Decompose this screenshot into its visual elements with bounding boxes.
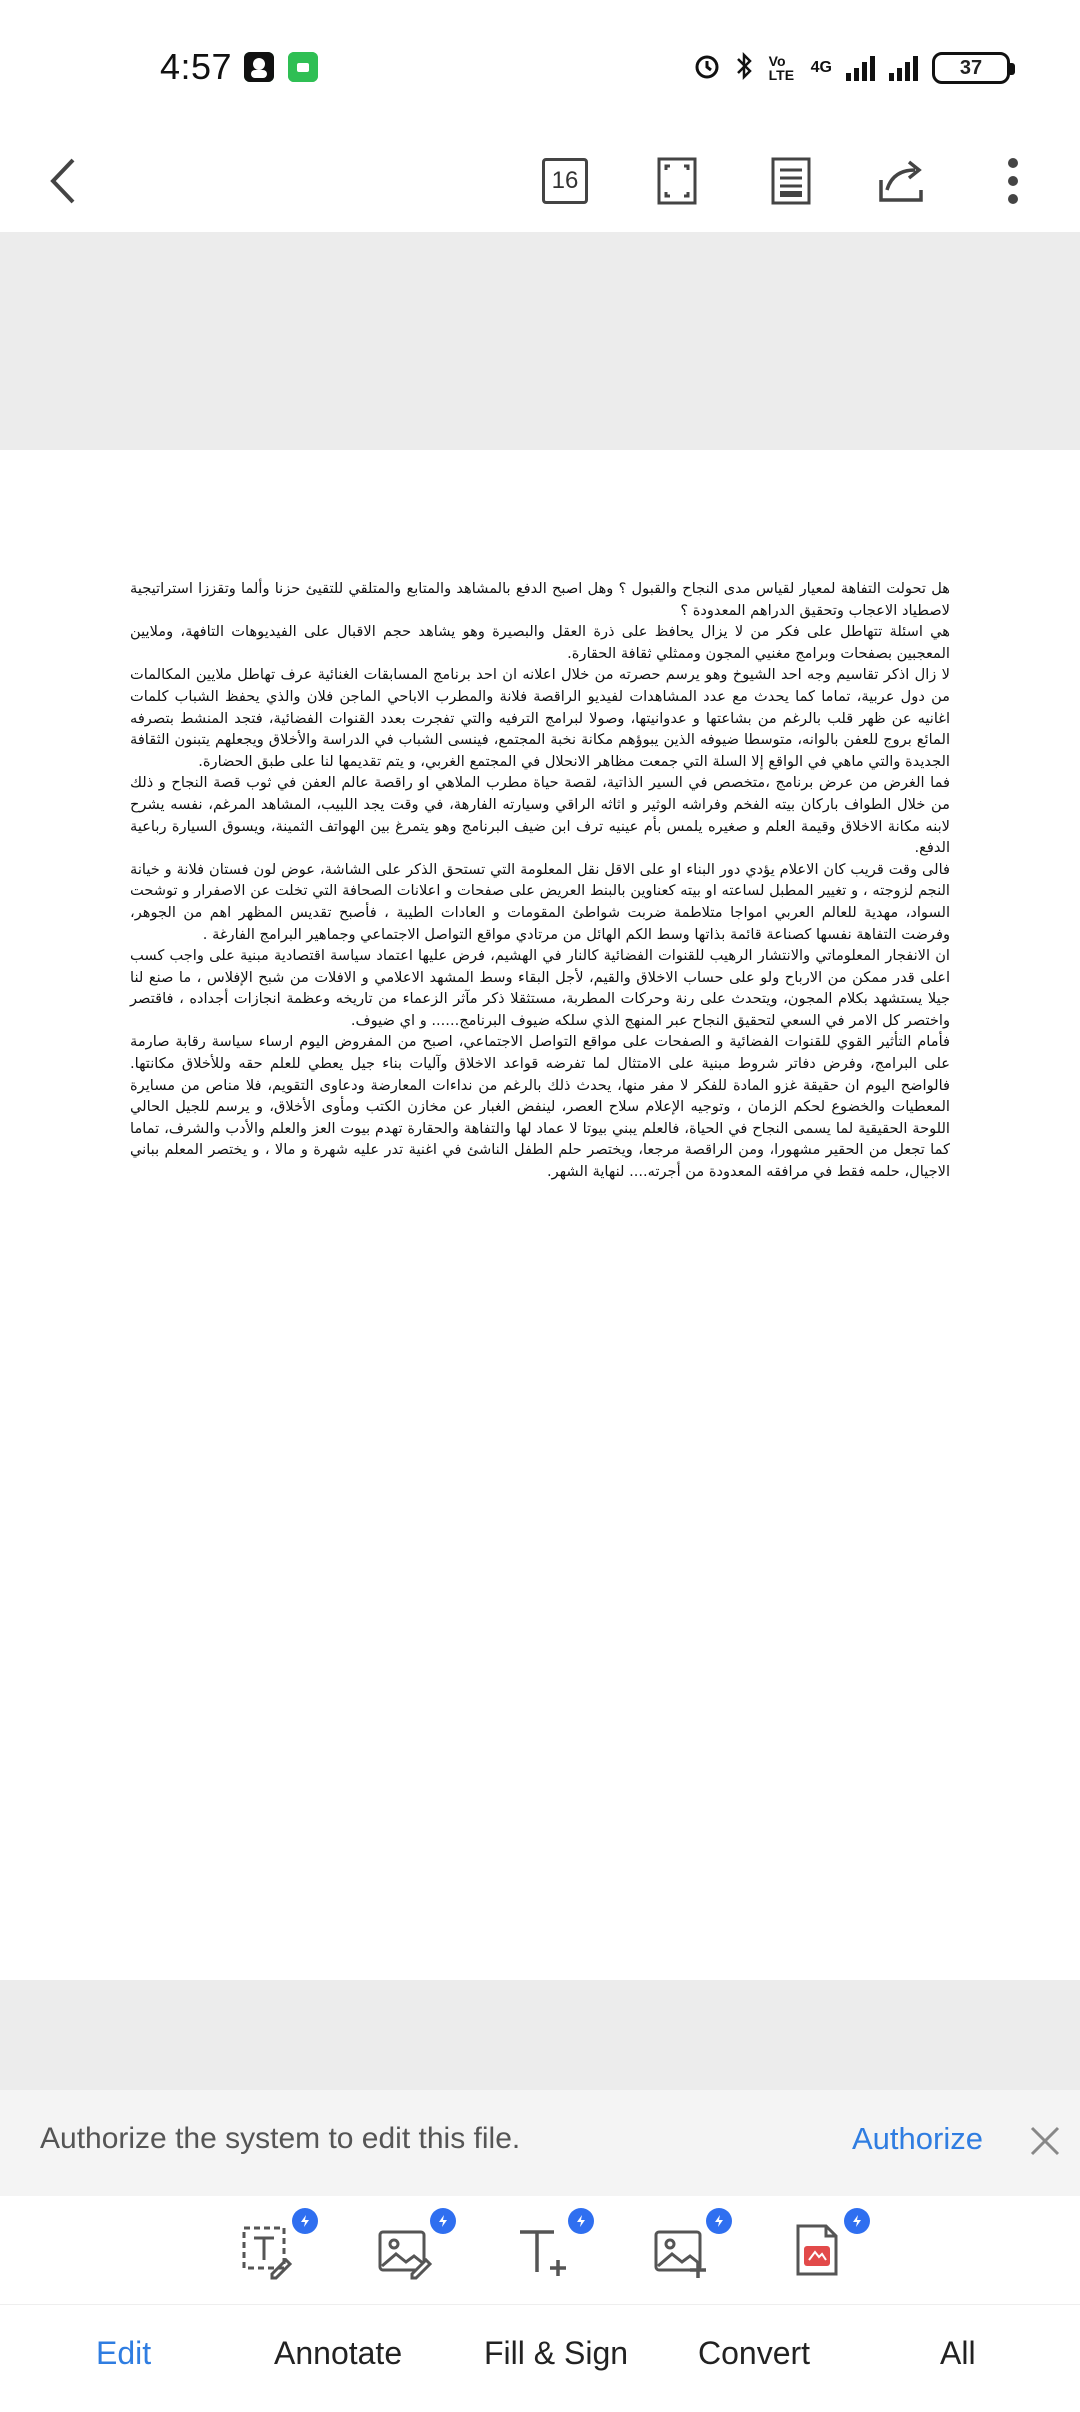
add-text-button[interactable] [508,2216,578,2286]
bluetooth-icon [735,51,755,86]
authorize-message: Authorize the system to edit this file. [40,2122,521,2155]
tab-annotate[interactable]: Annotate [274,2335,403,2371]
document-background [0,1980,1080,2090]
back-button[interactable] [26,142,104,220]
document-paragraph: فأمام التأثير القوي للقنوات الفضائية و الصفحات على مواقع التواصل الاجتماعي، اصبح من المفروض اليوم ارساء سياسة رقابة صارمة على البرامج، وفرض دفاتر شروط مبنية على الامتثال لما تفرضه قواعد الاخلاق وآليات بناء جيل يعطي للعلم حقه وللأخلاق مكانتها. فالواضح اليوم ان حقيقة غزو المادة للفكر لا مفر منها، يحدث ذلك بالرغم من نداءات المعارضة ودعاوى التقويم، فلا مناص من مسايرة المعطيات والخضوع لحكم الزمان ، وتوجيه الإعلام سلاح العصر، لينفض الغبار عن مخازن الكتب ومأوى الأخلاق، و يرسم للجيل الحالي اللوحة الحقيقية لما يسمى النجاح في الحياة، فالعلم يبني بيوتا لا عماد لها والتفاهة والحقارة تهدم بيوت العز والعلم والأدب والشرف، تماما كما تجعل من الحقير مشهورا، ومن الراقصة مرجعا، ويختصر حلم الطفل الناشئ في اغنية تدر عليه شهرة و مالا ، و يختصر المعلم بباني الاجيال، حلمه فقط في مرافقه المعدودة من أجرته.... لنهاية الشهر. [130,1033,950,1181]
top-toolbar [0,130,1080,232]
fullscreen-icon [656,156,698,206]
authorize-bar [0,2090,1080,2196]
profile-icon [244,52,274,82]
document-page[interactable] [0,450,1080,1980]
battery-icon [932,52,1010,84]
status-icons [693,50,1010,86]
document-paragraph: هي اسئلة تتهاطل على فكر من لا يزال يحافظ على ذرة العقل والبصيرة وهو يشاهد حجم الاقبال على الفيديوهات التافهة، وملايين المعجبين بصفحات وبرامج مغنيي المجون وممثلي ثقافة الحقارة. [130,623,950,662]
page-view-button[interactable] [752,142,830,220]
close-button[interactable] [1026,2122,1064,2160]
volte-icon: Vo LTE [768,53,795,83]
edit-image-icon [370,2216,440,2286]
page-view-icon [770,156,812,206]
back-icon [45,156,85,206]
premium-badge-icon [706,2208,732,2234]
alarm-icon [693,52,721,85]
more-icon [1006,156,1020,206]
authorize-button[interactable]: Authorize [852,2121,983,2156]
tab-fill-sign[interactable]: Fill & Sign [484,2335,629,2371]
status-bar [0,0,1080,130]
app-icon [288,52,318,82]
share-icon [875,156,927,206]
page-number-icon: 16 [542,158,588,204]
add-image-button[interactable] [646,2216,716,2286]
premium-badge-icon [568,2208,594,2234]
edit-tools [0,2196,1080,2304]
document-text [130,578,950,1183]
network-type: 4G [810,59,832,76]
edit-text-button[interactable] [232,2216,302,2286]
document-paragraph: فما الغرض من عرض برنامج ،متخصص في السير الذاتية، لقصة حياة مطرب الملاهي او راقصة عالم العفن في ثوب قصة النجاح و ذلك من خلال الطواف باركان بيته الفخم وفراشه الوثير و اثاثه الراقي وسيارته الفارهة، في وقت يجد اللبيب، المشاهد المرغم، نفسه يشرح لابنه مكانة الاخلاق وقيمة العلم و صغيره يلمس بأم عينيه ترف ابن ضيف البرنامج وهو يتمرغ بين الهواتف الثمينة، ويسوق السيارة رباعية الدفع. [130,774,950,857]
add-text-icon [508,2216,578,2286]
document-paragraph: ان الانفجار المعلوماتي والانتشار الرهيب للقنوات الفضائية كالنار في الهشيم، فرض عليها اعتماد سياسة اقتصادية مبنية على واجب كسب اعلى قدر ممكن من الارباح ولو على حساب الاخلاق والقيم، لأجل البقاء وسط المشهد الاعلامي و الافلات من شبح الإفلاس ، ما صنع لنا جيلا يستشهد بكلام المجون، ويتحدث على رنة وحركات المطربة، مستثقلا ذكر مآثر الزعماء من تاريخه وعظمة انجازات أجداده ، فاقتصر واختصر كل الامر في السعي لتحقيق النجاح عبر المنهج الذي سلكه ضيوف البرنامج...... و اي ضيوف. [130,947,950,1029]
fullscreen-button[interactable] [638,142,716,220]
document-paragraph: فالى وقت قريب كان الاعلام يؤدي دور البناء او على الاقل نقل المعلومة التي تستحق الذكر على الشاشة، عوض لون فستان فلانة و خيانة النجم لزوجته ، و تغيير المطبل لساعته او بيته كعناوين بالبنط العريض على صفحات و اعلانات الصحافة التي تخلت عن الاصفرار و توشحت السواد، مهدية للعالم العربي امواجا متلاطمة ضربت شواطئ المقومات و العادات الطيبة ، فأصبح تقديس المظهر اهم من الجوهر، وفرضت التفاهة نفسها كصناعة قائمة بذاتها وسط الكم الهائل من مرتادي مواقع التواصل الاجتماعي وجماهير البرامج الفارغة . [130,860,950,943]
share-button[interactable] [862,142,940,220]
tab-convert[interactable]: Convert [698,2335,811,2371]
pdf-sign-button[interactable] [784,2216,854,2286]
signal-icon [846,55,875,81]
premium-badge-icon [292,2208,318,2234]
document-background [0,232,1080,450]
edit-text-icon [232,2216,302,2286]
signal-icon [889,55,918,81]
document-paragraph: لا زال اذكر تقاسيم وجه احد الشيوخ وهو يرسم حصرته من خلال اعلانه ان احد برنامج المسابقات الغنائية عرف تهاطل ملايين المكالمات من دول عربية، تماما كما يحدث مع عدد المشاهدات لفيديو الراقصة فلانة والمطرب الاباحي الماجن فلان والذي يحفظ الشباب كلمات اغانيه عن ظهر قلب بالرغم من بشاعتها و عدوانيتها، وصولا لبرامج الترفيه والتي تفجرت بعدد القنوات الفضائية، فتجد المنشط بتصرفه المائع بروج للعفن بالوانه، متوسطا ضيوفه الذين يبوؤهم مكانة نخبة المجتمع، فينسى الشباب في الدراسة والأخلاق ويجعلهم يتبنون الثقافة الجديدة والتي ماهي في الواقع إلا السلة التي جمعت مظاهر الانحلال في المجتمع الغربي، و يتم تقديمها لنا على طبق الحضارة. [130,666,950,770]
add-image-icon [646,2216,716,2286]
more-button[interactable] [974,142,1052,220]
bottom-tabs [0,2304,1080,2412]
pdf-sign-icon [784,2216,854,2286]
battery-level: 37 [959,56,983,79]
close-icon [1026,2122,1064,2160]
tab-edit[interactable]: Edit [96,2335,152,2371]
tab-all[interactable]: All [940,2335,976,2371]
edit-image-button[interactable] [370,2216,440,2286]
premium-badge-icon [844,2208,870,2234]
page-number-button[interactable] [526,142,604,220]
premium-badge-icon [430,2208,456,2234]
document-paragraph: هل تحولت التفاهة لمعيار لقياس مدى النجاح والقبول ؟ وهل اصبح الدفع بالمشاهد والمتابع والمتلقي للتقيئ حزنا وألما وتقززا استراتيجية لاصطياد الاعجاب وتحقيق الدراهم المعدودة ؟ [130,580,950,619]
status-time: 4:57 [160,46,233,87]
